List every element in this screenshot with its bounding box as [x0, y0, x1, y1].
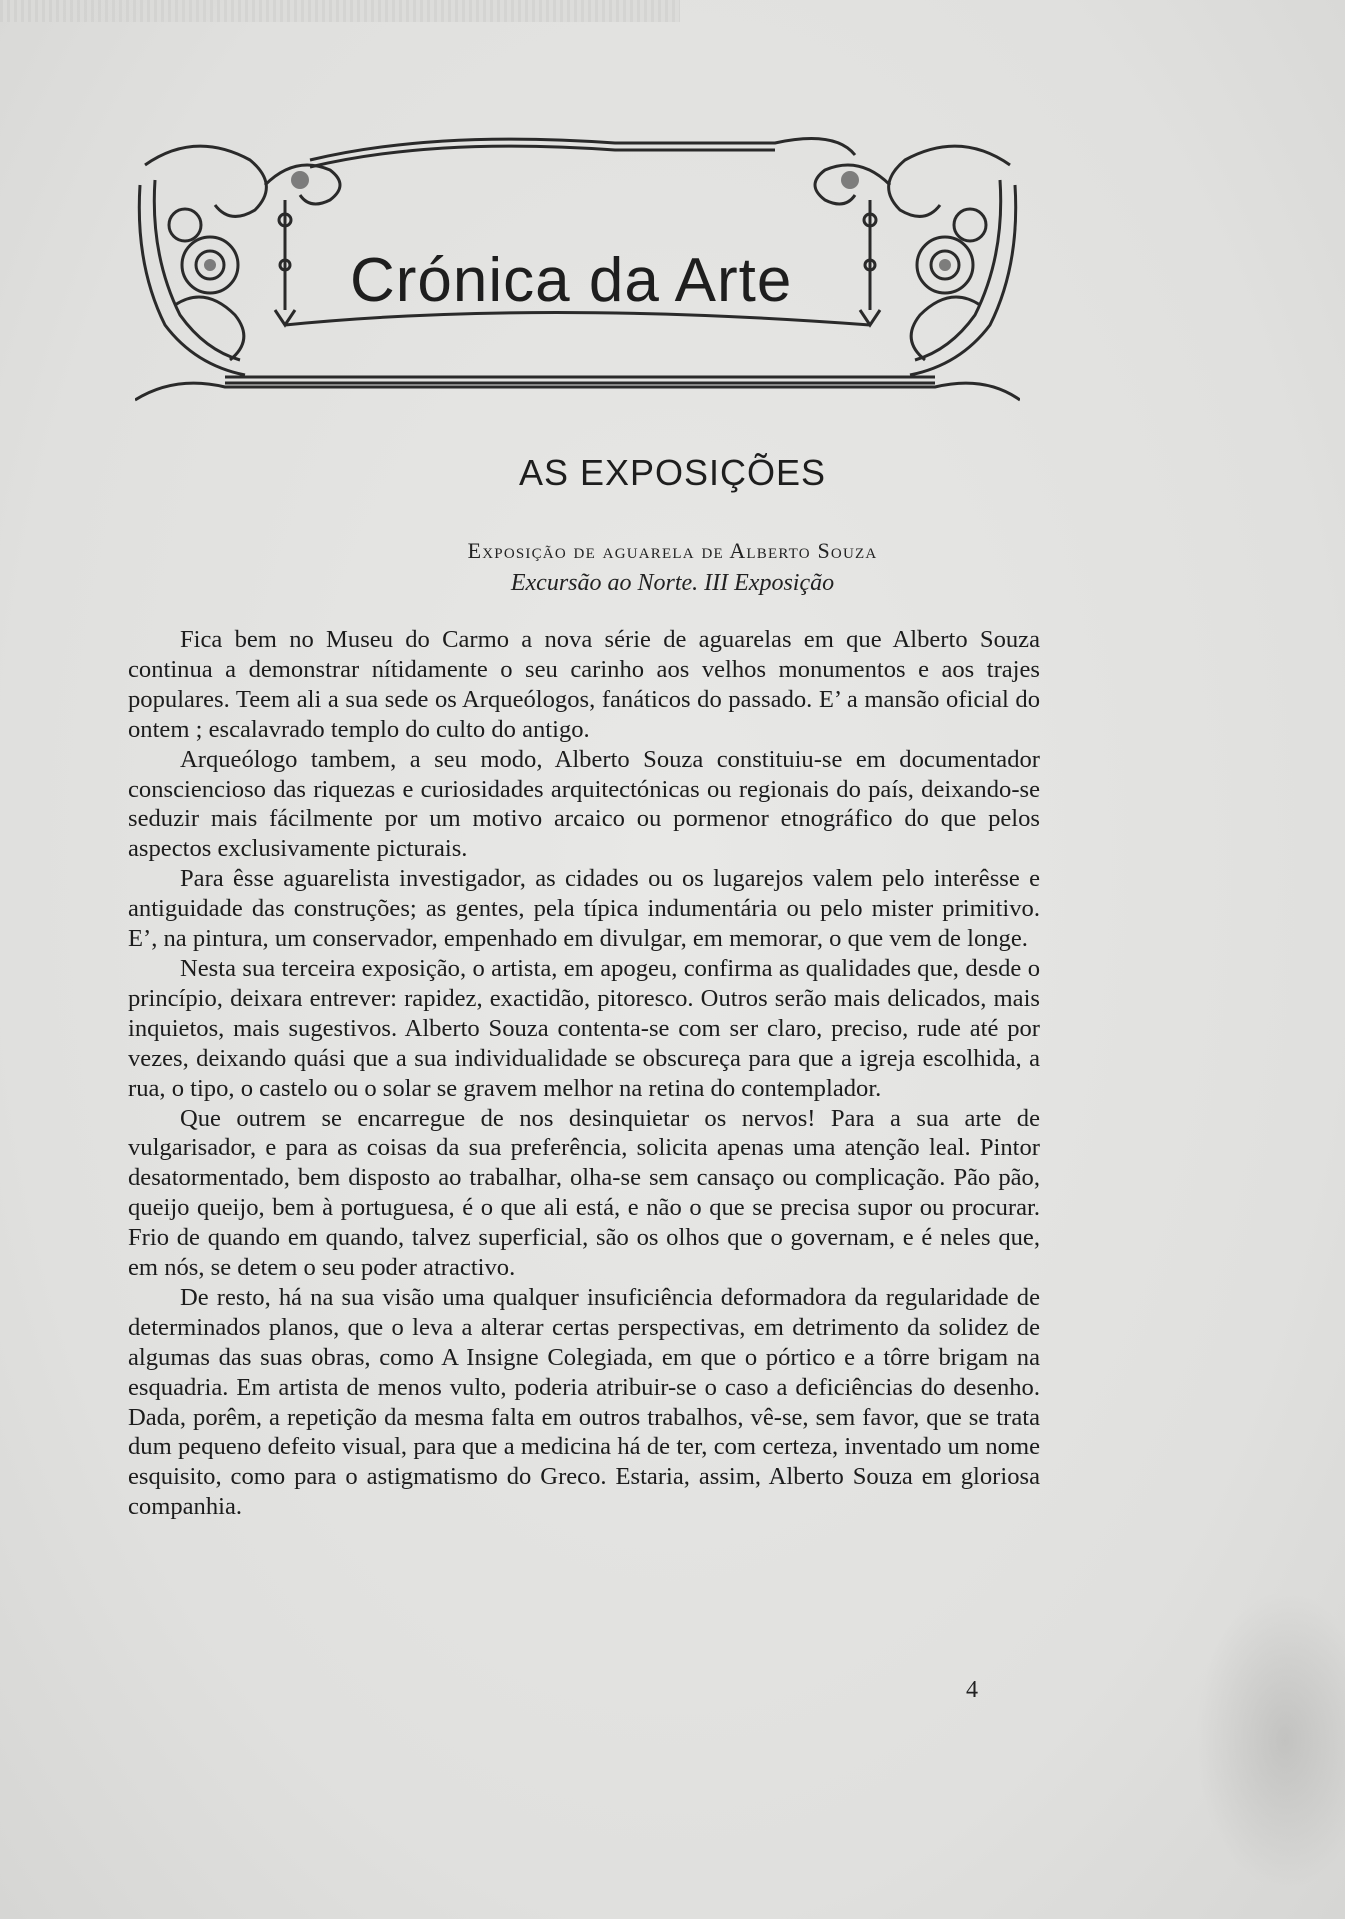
paper-smudge [1195, 1590, 1345, 1890]
article-subtitle-italic: Excursão ao Norte. III Exposição [510, 570, 835, 596]
paragraph: Nesta sua terceira exposição, o artista, em apogeu, confirma as qualidades que, desde o princípio, deixara entrever: rapidez, exactidão, pitoresco. Outros serão mais delicados, mais inquietos, mais sugestivos. Alberto Souza contenta-se com ser claro, preciso, rude até por vezes, deixando quási que a sua individualidade se obscureça para que a igreja escolhida, a rua, o tipo, o castelo ou o solar se gravem melhor na retina do contemplador. [128, 954, 1040, 1102]
paragraph: Arqueólogo tambem, a seu modo, Alberto Souza constituiu-se em documentador consciencioso das riquezas e curiosidades arquitectónicas ou regionais do país, deixando-se seduzir mais fácilmente por um motivo arcaico ou pormenor etnográfico do que pelos aspectos exclusivamente picturais. [128, 745, 1040, 863]
section-title: AS EXPOSIÇÕES [518, 452, 827, 493]
page-number: 4 [966, 1677, 978, 1703]
article-body [128, 625, 1040, 1522]
header-title: Crónica da Arte [350, 246, 793, 315]
paragraph: Fica bem no Museu do Carmo a nova série de aguarelas em que Alberto Souza continua a demonstrar nítidamente o seu carinho aos velhos monumentos e aos trajes populares. Teem ali a sua sede os Arqueólogos, fanáticos do passado. E’ a mansão oficial do ontem ; escalavrado templo do culto do antigo. [128, 626, 1040, 743]
header-banner [135, 125, 1020, 415]
article-subtitle: Exposição de aguarela de Alberto Souza [467, 538, 878, 563]
paragraph: De resto, há na sua visão uma qualquer insuficiência deformadora da regularidade de determinados planos, que o leva a alterar certas perspectivas, em detrimento da solidez de algumas das suas obras, como A Insigne Colegiada, em que o pórtico e a tôrre brigam na esquadria. Em artista de menos vulto, poderia atribuir-se o caso a deficiências do desenho. Dada, porêm, a repetição da mesma falta em outros trabalhos, vê-se, sem favor, que se trata dum pequeno defeito visual, para que a medicina há de ter, com certeza, inventado um nome esquisito, como para o astigmatismo do Greco. Estaria, assim, Alberto Souza em gloriosa companhia. [128, 1283, 1040, 1521]
paragraph: Que outrem se encarregue de nos desinquietar os nervos! Para a sua arte de vulgarisador, e para as coisas da sua preferência, solicita apenas uma atenção leal. Pintor desatormentado, bem disposto ao trabalhar, olha-se sem cansaço ou complicação. Pão pão, queijo queijo, bem à portuguesa, é o que ali está, e não o que se precisa supor ou procurar. Frio de quando em quando, talvez superficial, são os olhos que o governam, e é neles que, em nós, se detem o seu poder atractivo. [128, 1104, 1040, 1282]
paragraph: Para êsse aguarelista investigador, as cidades ou os lugarejos valem pelo interêsse e antiguidade das construções; as gentes, pela típica indumentária ou pelo mister primitivo. E’, na pintura, um conservador, empenhado em divulgar, em memorar, o que vem de longe. [128, 865, 1040, 953]
scan-top-edge [0, 0, 680, 22]
